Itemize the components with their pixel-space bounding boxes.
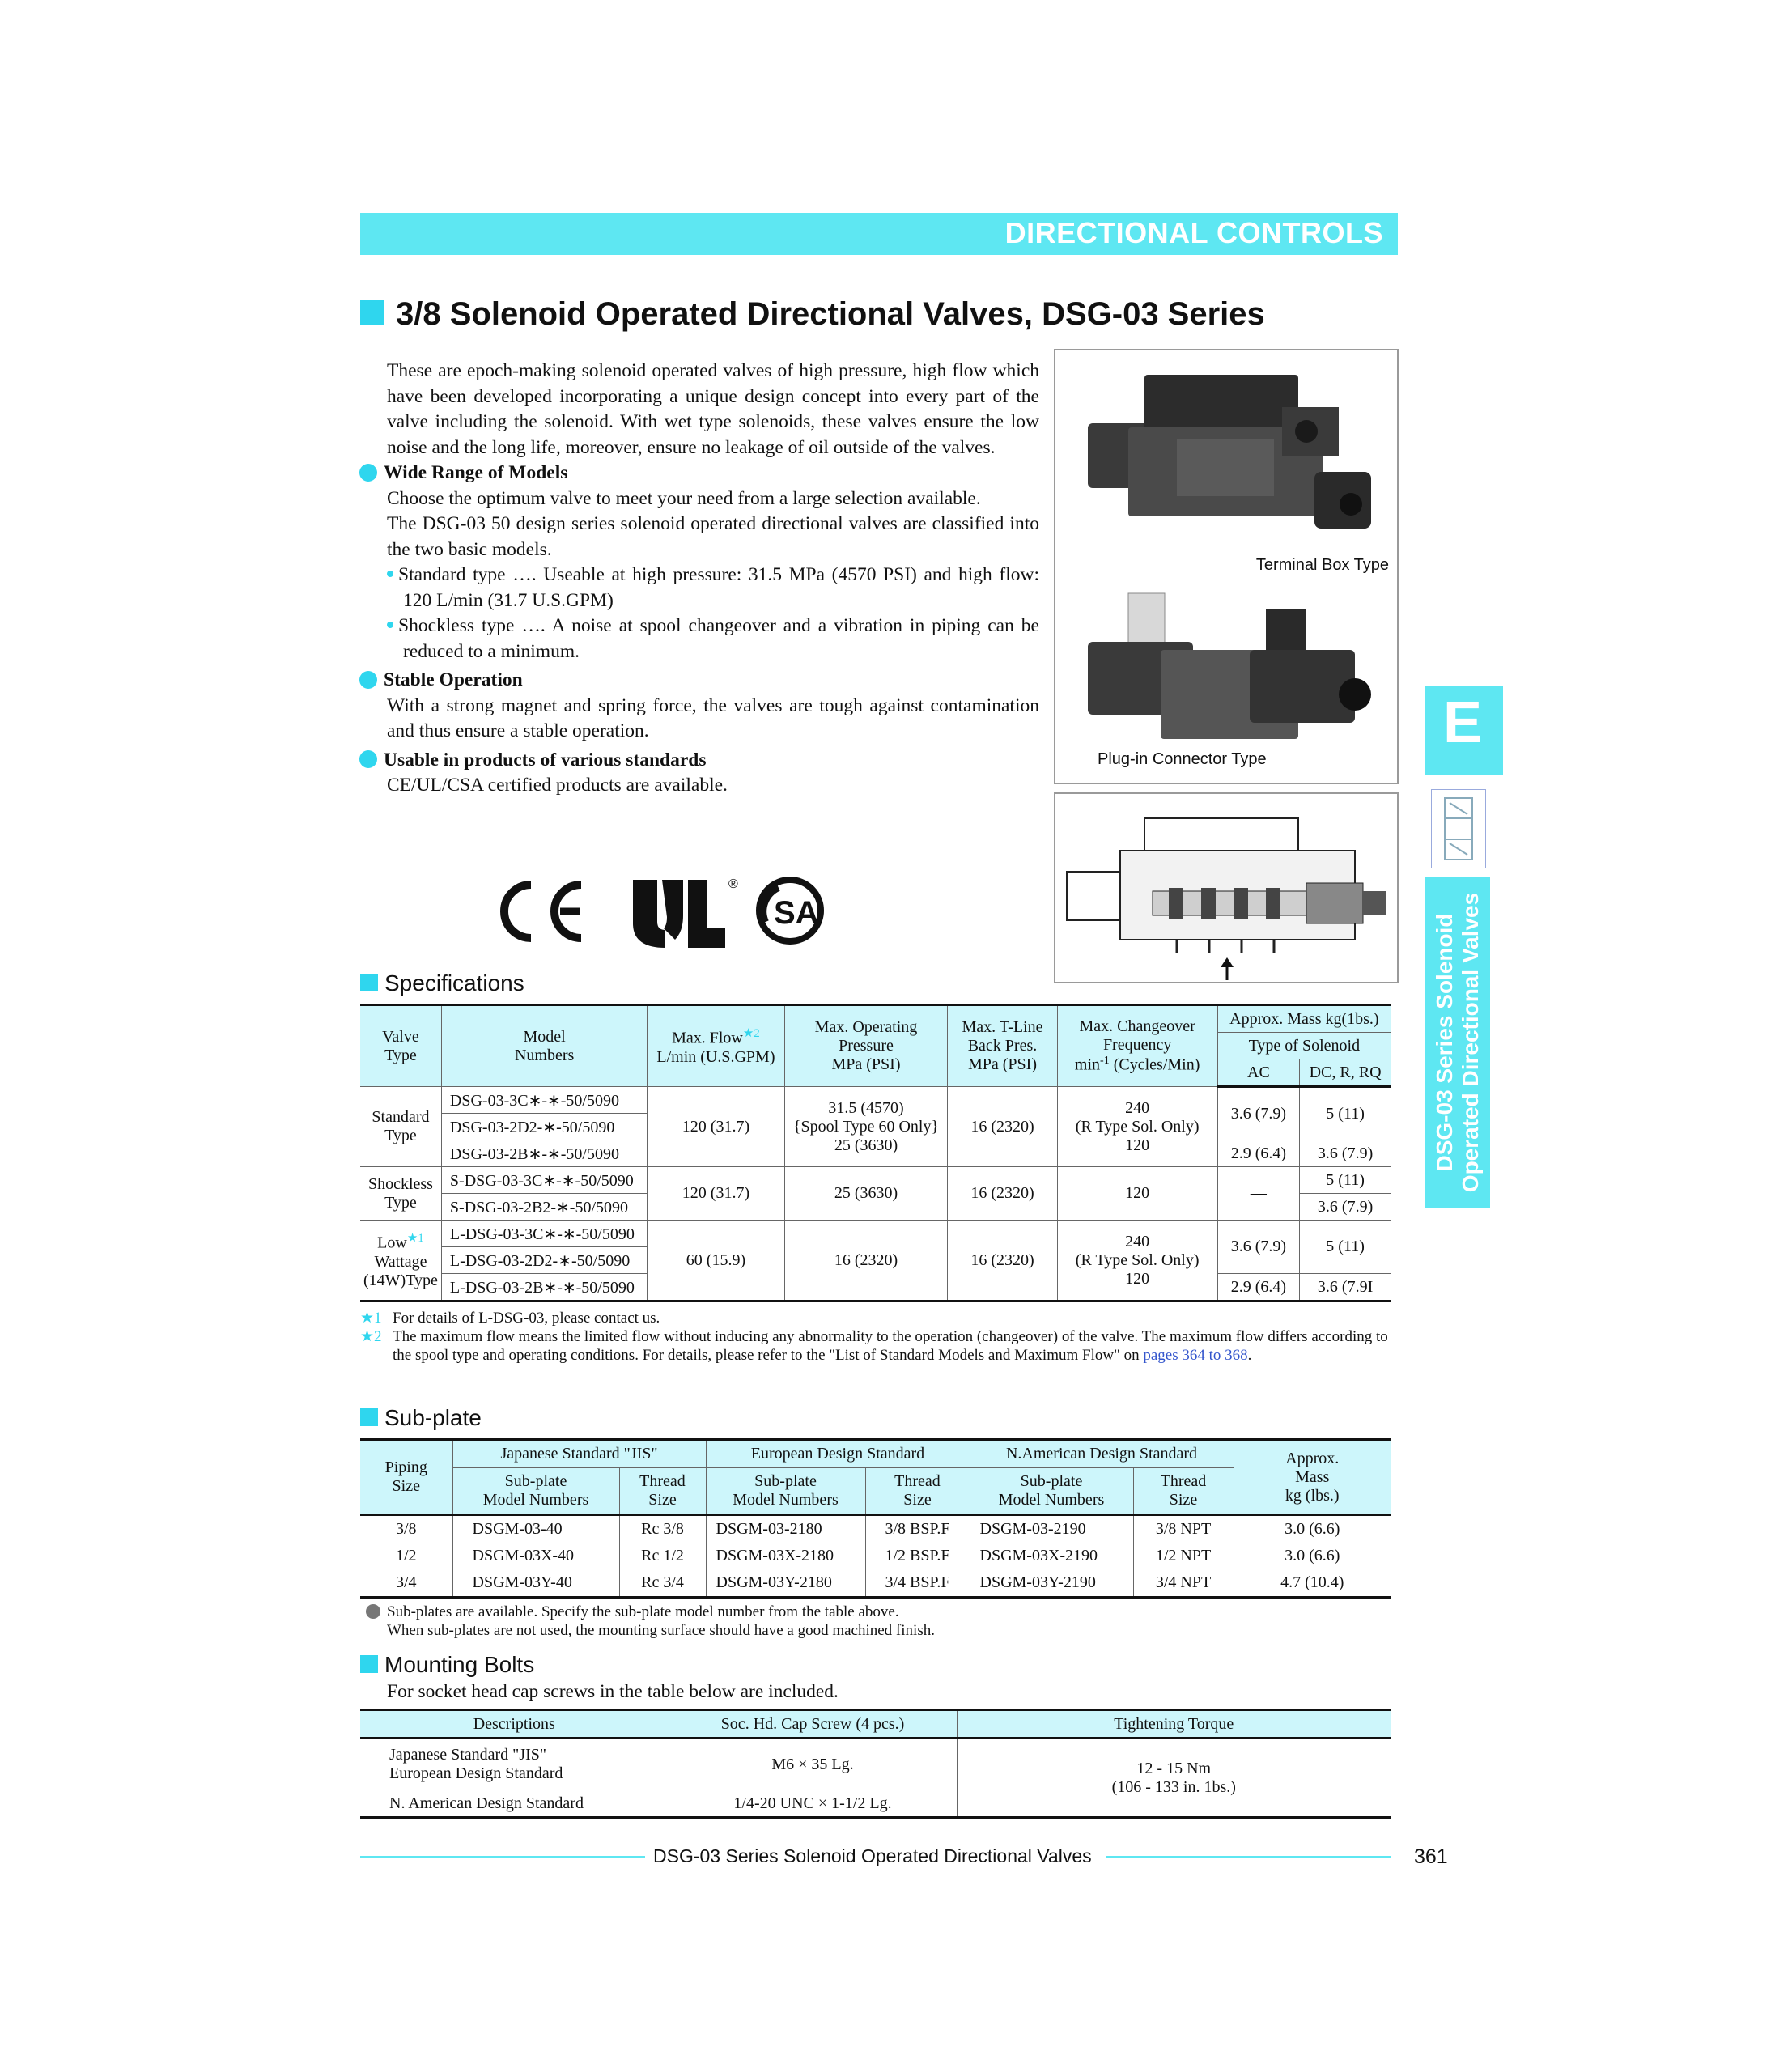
- intro-paragraph: These are epoch-making solenoid operated valves of high pressure, high flow which have been developed incorporating a unique design concept into every part of the valve including the solenoid. With wet type solenoids, these valves ensure the low noise and the long life, moreover, ensure no leakage of oil outside of the valves.: [387, 360, 1039, 458]
- certification-logos: [490, 870, 847, 951]
- table-row: 1/2 DSGM-03X-40 Rc 1/2 DSGM-03X-2180 1/2 BSP.F DSGM-03X-2190 1/2 NPT 3.0 (6.6): [360, 1543, 1391, 1569]
- valve-cross-section-diagram: [1055, 794, 1397, 982]
- bullet-circle-icon: [359, 750, 377, 768]
- col-torque: Tightening Torque: [957, 1710, 1391, 1739]
- plug-in-connector-valve-image: [1055, 577, 1397, 763]
- feature-heading-standards: Usable in products of various standards: [359, 748, 1039, 774]
- col-american: N.American Design Standard: [970, 1440, 1234, 1468]
- terminal-box-valve-image: [1055, 350, 1397, 577]
- col-cap-screw: Soc. Hd. Cap Screw (4 pcs.): [669, 1710, 957, 1739]
- table-row: DSG-03-2D2-∗-50/5090: [360, 1114, 1391, 1140]
- subplate-table: Piping Size Japanese Standard "JIS" European Design Standard N.American Design Standard Approx. Mass kg (lbs.) Sub-plate Model Numbers Thread Size Sub-plate Model Numbers Thread Size Sub-plate Model Numbers Thread Size 3/8 DSGM-03-40 Rc 3/8 DSGM-03-2180 3/8 BSP.F DSGM-03-2190 3/8 NPT 3.0 (6.6) 1/2 DSGM-03X-40 Rc 1/2 DSGM-03X-2180 1/2 BSP.F DSGM-03X-2190 1/2 NPT 3.0 (6.6) 3/4 DSGM-03Y-40 Rc 3/4 DSGM-03Y-2180 3/4 BSP.F DSGM-03Y-2190 3/4 NPT 4.7 (10.4): [360, 1438, 1391, 1599]
- col-frequency: Max. Changeover Frequency $\min^{-1}$ (Cycles/Min): [1057, 1005, 1217, 1087]
- cross-section-box: [1054, 792, 1399, 983]
- registered-mark: ®: [728, 877, 738, 891]
- table-row: Shockless Type S-DSG-03-3C∗-∗-50/5090 120 (31.7) 25 (3630) 16 (2320) 120 — 5 (11): [360, 1167, 1391, 1194]
- table-row: Japanese Standard "JIS" European Design Standard M6 × 35 Lg. 12 - 15 Nm (106 - 133 in. 1bs.): [360, 1739, 1391, 1790]
- ul-logo: [628, 876, 738, 948]
- specifications-table: [360, 1004, 1391, 1302]
- footer-rule-left: [360, 1856, 645, 1858]
- heading-square-icon: [360, 1655, 378, 1673]
- pages-link[interactable]: pages 364 to 368: [1143, 1347, 1248, 1364]
- feature-heading-stable: Stable Operation: [359, 668, 1039, 694]
- note-2: ★2 The maximum flow means the limited flow without inducing any abnormality to the operation (changeover) of the valve. The maximum flow differs according to the spool type and operating conditions. For details, please refer to the "List of Standard Models and Maximum Flow" on pages 364 to 368.: [360, 1328, 1388, 1364]
- page-title: [360, 296, 1265, 333]
- table-row: L-DSG-03-2B∗-∗-50/5090 2.9 (6.4) 3.6 (7.9I: [360, 1274, 1391, 1301]
- col-descriptions: Descriptions: [360, 1710, 669, 1739]
- note-1: ★1 For details of L-DSG-03, please contact us.: [360, 1310, 660, 1327]
- table-row: N. American Design Standard 1/4-20 UNC × 1-1/2 Lg.: [360, 1790, 1391, 1818]
- ce-logo-text: CE: [490, 870, 492, 871]
- mounting-bolts-table: [360, 1709, 1391, 1819]
- feature-wide-bullet-1: Standard type …. Useable at high pressure: 31.5 MPa (4570 PSI) and high flow: 120 L/min (31.7 U.S.GPM): [387, 563, 1039, 614]
- col-model: Model Numbers: [441, 1005, 647, 1087]
- col-pressure: Max. Operating Pressure MPa (PSI): [784, 1005, 948, 1087]
- mounting-bolts-heading: Mounting Bolts: [360, 1652, 534, 1678]
- table-row: 3/4 DSGM-03Y-40 Rc 3/4 DSGM-03Y-2180 3/4 BSP.F DSGM-03Y-2190 3/4 NPT 4.7 (10.4): [360, 1569, 1391, 1598]
- specifications-heading: Specifications: [360, 970, 524, 996]
- feature-stable-text: With a strong magnet and spring force, the valves are tough against contamination and thus ensure a stable operation.: [387, 694, 1039, 741]
- category-header-bar: [360, 213, 1398, 255]
- table-row: Standard Type DSG-03-3C∗-∗-50/5090 120 (31.7) 31.5 (4570) {Spool Type 60 Only} 25 (3630) 16 (2320) 240 (R Type Sol. Only) 120 3.6 (7.9) 5 (11): [360, 1087, 1391, 1114]
- valve-symbol-icon: [1431, 789, 1486, 868]
- title-square-icon: [360, 300, 384, 325]
- terminal-box-caption: Terminal Box Type: [1255, 556, 1389, 574]
- subplate-notes: Sub-plates are available. Specify the sub-plate model number from the table above. When sub-plates are not used, the mounting surface should have a good machined finish.: [366, 1603, 1386, 1640]
- footer-title: DSG-03 Series Solenoid Operated Directional Valves: [653, 1845, 1092, 1866]
- feature-standards-text: CE/UL/CSA certified products are available.: [387, 775, 728, 796]
- ce-logo: [490, 870, 581, 938]
- csa-logo: [759, 880, 821, 941]
- col-dc: DC, R, RQ: [1300, 1059, 1391, 1087]
- small-bullet-icon: [387, 622, 393, 628]
- specifications-notes: [360, 1309, 1388, 1365]
- col-approx-mass: Approx. Mass kg (lbs.): [1234, 1440, 1391, 1515]
- subplate-heading: Sub-plate: [360, 1405, 482, 1431]
- table-row: L-DSG-03-2D2-∗-50/5090: [360, 1247, 1391, 1274]
- col-ac: AC: [1217, 1059, 1299, 1087]
- table-row: 3/8 DSGM-03-40 Rc 3/8 DSGM-03-2180 3/8 BSP.F DSGM-03-2190 3/8 NPT 3.0 (6.6): [360, 1515, 1391, 1543]
- gray-bullet-icon: [366, 1604, 380, 1619]
- col-solenoid-type: Type of Solenoid: [1217, 1033, 1391, 1059]
- feature-wide-p2: The DSG-03 50 design series solenoid operated directional valves are classified into the two basic models.: [387, 513, 1039, 560]
- feature-heading-wide: Wide Range of Models: [359, 461, 1039, 486]
- table-row: DSG-03-2B∗-∗-50/5090 2.9 (6.4) 3.6 (7.9): [360, 1140, 1391, 1167]
- footer-rule-right: [1106, 1856, 1391, 1858]
- page-number: 361: [1414, 1845, 1448, 1868]
- col-max-flow: Max. Flow$^{★2}$ L/min (U.S.GPM): [648, 1005, 784, 1087]
- mounting-bolts-intro: For socket head cap screws in the table below are included.: [387, 1681, 839, 1702]
- heading-square-icon: [360, 974, 378, 991]
- col-european: European Design Standard: [706, 1440, 970, 1468]
- bullet-circle-icon: [359, 464, 377, 482]
- heading-square-icon: [360, 1408, 378, 1426]
- section-tab-letter: [1425, 686, 1503, 775]
- col-tline: Max. T-Line Back Pres. MPa (PSI): [948, 1005, 1057, 1087]
- page-title-text: 3/8 Solenoid Operated Directional Valves, DSG-03 Series: [396, 296, 1265, 332]
- bullet-circle-icon: [359, 671, 377, 689]
- intro-section: [384, 359, 1039, 799]
- col-mass: Approx. Mass kg(1bs.): [1217, 1005, 1391, 1033]
- col-jis: Japanese Standard "JIS": [452, 1440, 706, 1468]
- table-row: Low$^{★1}$ Wattage (14W)Type L-DSG-03-3C∗-∗-50/5090 60 (15.9) 16 (2320) 16 (2320) 240 (R Type Sol. Only) 120 3.6 (7.9) 5 (11): [360, 1221, 1391, 1247]
- plug-in-connector-caption: Plug-in Connector Type: [1098, 750, 1267, 768]
- table-row: S-DSG-03-2B2-∗-50/5090 3.6 (7.9): [360, 1194, 1391, 1221]
- csa-logo-text: SA: [774, 895, 819, 931]
- section-letter: E: [1443, 690, 1483, 755]
- side-section-title: DSG-03 Series Solenoid Operated Directional Valves: [1425, 877, 1490, 1208]
- small-bullet-icon: [387, 571, 393, 577]
- product-photo-box: [1054, 349, 1399, 784]
- col-valve-type: Valve Type: [360, 1005, 441, 1087]
- feature-wide-bullet-2: Shockless type …. A noise at spool changeover and a vibration in piping can be reduced to a minimum.: [387, 614, 1039, 664]
- feature-wide-p1: Choose the optimum valve to meet your need from a large selection available.: [387, 487, 981, 509]
- category-title: DIRECTIONAL CONTROLS: [1004, 216, 1383, 249]
- col-piping-size: Piping Size: [360, 1440, 452, 1515]
